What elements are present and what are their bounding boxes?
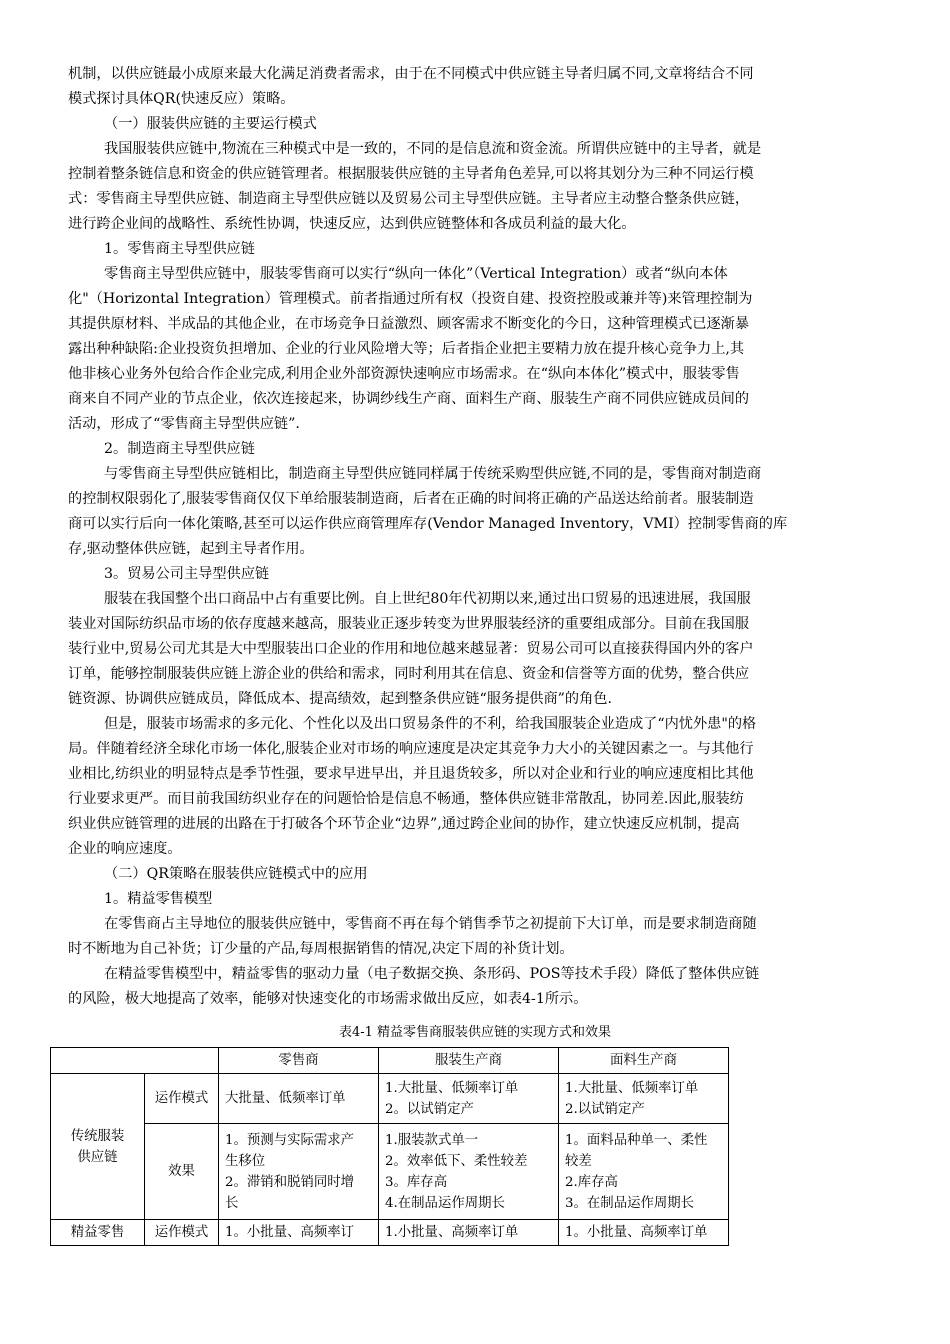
row-label-operation-mode: 运作模式 [145,1074,219,1124]
text-line: 3。贸易公司主导型供应链 [104,566,270,582]
text-line: 模式探讨具体QR(快速反应）策略。 [68,91,295,107]
text-line: 存,驱动整体供应链，起到主导者作用。 [68,541,314,557]
text-line: 时不断地为自己补货；订少量的产品,每周根据销售的情况,决定下周的补货计划。 [68,941,574,957]
text-line: 式：零售商主导型供应链、制造商主导型供应链以及贸易公司主导型供应链。主导者应主动整合整条供应链， [68,191,750,207]
text-line: （二）QR策略在服装供应链模式中的应用 [104,866,368,882]
text-line: 的控制权限弱化了,服装零售商仅仅下单给服装制造商，后者在正确的时间将正确的产品送达给前者。服装制造 [68,491,754,507]
table-row [51,1074,729,1124]
group-label-traditional: 传统服装 供应链 [51,1074,145,1220]
text-line: 2。制造商主导型供应链 [104,441,255,457]
header-garment-maker: 服装生产商 [379,1048,559,1074]
text-line: 业相比,纺织业的明显特点是季节性强，要求早进早出，并且退货较多，所以对企业和行业的响应速度相比其他 [68,766,754,782]
table-cell: 1。小批量、高频率订单 [559,1220,729,1246]
text-line: 机制，以供应链最小成原来最大化满足消费者需求，由于在不同模式中供应链主导者归属不同,文章将结合不同 [68,66,754,82]
header-fabric-maker: 面料生产商 [559,1048,729,1074]
row-label-operation-mode: 运作模式 [145,1220,219,1246]
text-line: 行业要求更严。而目前我国纺织业存在的问题恰恰是信息不畅通，整体供应链非常散乱，协同差.因此,服装纺 [68,791,744,807]
text-line: 化"（Horizontal Integration）管理模式。前者指通过所有权（投资自建、投资控股或兼并等)来管理控制为 [68,291,753,307]
text-line: 我国服装供应链中,物流在三种模式中是一致的，不同的是信息流和资金流。所谓供应链中的主导者，就是 [104,141,762,157]
text-line: 装行业中,贸易公司尤其是大中型服装出口企业的作用和地位越来越显著：贸易公司可以直接获得国内外的客户 [68,641,754,657]
text-line: 装业对国际纺织品市场的依存度越来越高，服装业正逐步转变为世界服装经济的重要组成部分。目前在我国服 [68,616,750,632]
table-cell: 1.大批量、低频率订单 2.以试销定产 [559,1074,729,1124]
text-line: 与零售商主导型供应链相比，制造商主导型供应链同样属于传统采购型供应链,不同的是，零售商对制造商 [104,466,762,482]
table-row [51,1124,729,1220]
table-caption: 表4-1 精益零售商服装供应链的实现方式和效果 [338,1025,612,1040]
header-empty-cell [51,1048,219,1074]
table-cell: 1。预测与实际需求产 生移位 2。滞销和脱销同时增 长 [219,1124,379,1220]
text-line: 1。精益零售模型 [104,891,213,907]
text-line: 企业的响应速度。 [68,841,182,857]
text-line: 露出种种缺陷:企业投资负担增加、企业的行业风险增大等；后者指企业把主要精力放在提升核心竞争力上,其 [68,341,745,357]
text-line: 的风险，极大地提高了效率，能够对快速变化的市场需求做出反应，如表4-1所示。 [68,991,588,1007]
text-line: 商可以实行后向一体化策略,甚至可以运作供应商管理库存(Vendor Managed Inventory，VMI）控制零售商的库 [68,516,788,532]
text-line: 但是，服装市场需求的多元化、个性化以及出口贸易条件的不利，给我国服装企业造成了“内忧外患"的格 [104,716,757,732]
text-line: 控制着整条链信息和资金的供应链管理者。根据服装供应链的主导者角色差异,可以将其划分为三种不同运行模 [68,166,754,182]
table-row [51,1220,729,1246]
text-line: 链资源、协调供应链成员，降低成本、提高绩效，起到整条供应链“服务提供商”的角色. [68,691,612,707]
table-cell: 1.小批量、高频率订单 [379,1220,559,1246]
group-label-lean-retail: 精益零售 [51,1220,145,1246]
text-line: 局。伴随着经济全球化市场一体化,服装企业对市场的响应速度是决定其竞争力大小的关键因素之一。与其他行 [68,741,754,757]
text-line: 在零售商占主导地位的服装供应链中，零售商不再在每个销售季节之初提前下大订单，而是要求制造商随 [104,916,757,932]
table-cell: 大批量、低频率订单 [219,1074,379,1124]
text-line: 商来自不同产业的节点企业，依次连接起来，协调纱线生产商、面料生产商、服装生产商不同供应链成员间的 [68,391,750,407]
header-retailer: 零售商 [219,1048,379,1074]
row-label-effect: 效果 [145,1124,219,1220]
text-line: 织业供应链管理的进展的出路在于打破各个环节企业“边界”,通过跨企业间的协作，建立快速反应机制，提高 [68,816,740,832]
text-line: 其提供原材料、半成品的其他企业，在市场竞争日益激烈、顾客需求不断变化的今日，这种管理模式已逐渐暴 [68,316,750,332]
text-line: 进行跨企业间的战略性、系统性协调，快速反应，达到供应链整体和各成员利益的最大化。 [68,216,636,232]
text-line: 他非核心业务外包给合作企业完成,利用企业外部资源快速响应市场需求。在“纵向本体化”模式中，服装零售 [68,366,740,382]
text-line: 服装在我国整个出口商品中占有重要比例。自上世纪80年代初期以来,通过出口贸易的迅速进展，我国服 [104,591,751,607]
text-line: 零售商主导型供应链中，服装零售商可以实行“纵向一体化”（Vertical Integration）或者“纵向本体 [104,266,728,282]
text-line: 活动，形成了“零售商主导型供应链”. [68,416,300,432]
text-line: 1。零售商主导型供应链 [104,241,255,257]
text-line: 在精益零售模型中，精益零售的驱动力量（电子数据交换、条形码、POS等技术手段）降低了整体供应链 [104,966,760,982]
text-line: （一）服装供应链的主要运行模式 [104,116,317,132]
table-cell: 1。面料品种单一、柔性 较差 2.库存高 3。在制品运作周期长 [559,1124,729,1220]
table-cell: 1.大批量、低频率订单 2。以试销定产 [379,1074,559,1124]
table-header-row [51,1048,729,1074]
comparison-table [50,1047,729,1246]
table-cell: 1。小批量、高频率订 [219,1220,379,1246]
text-line: 订单，能够控制服装供应链上游企业的供给和需求，同时利用其在信息、资金和信誉等方面的优势，整合供应 [68,666,750,682]
table-cell: 1.服装款式单一 2。效率低下、柔性较差 3。库存高 4.在制品运作周期长 [379,1124,559,1220]
